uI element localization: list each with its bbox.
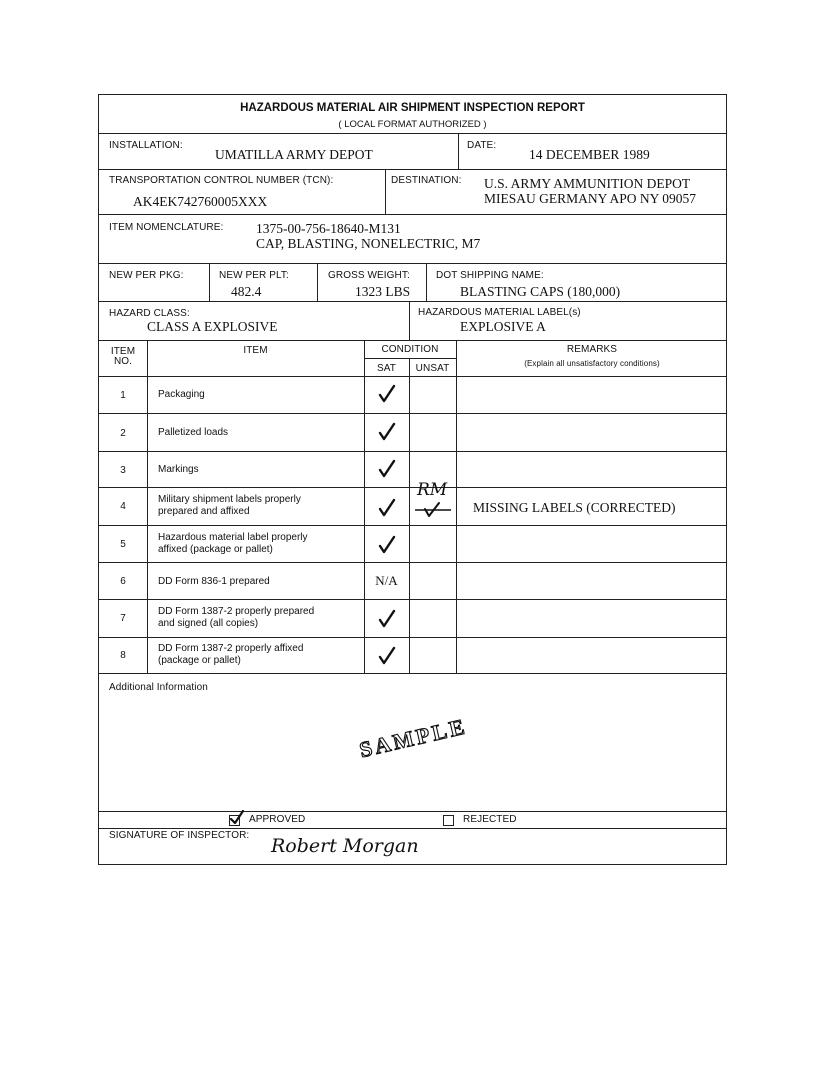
approved-checkbox[interactable] [229, 811, 309, 826]
row-item-text: Military shipment labels properly [158, 494, 301, 505]
row-item-text: Packaging [158, 389, 205, 400]
destination-label: DESTINATION: [391, 175, 462, 186]
date-label: DATE: [467, 140, 497, 151]
nomenclature-label: ITEM NOMENCLATURE: [109, 222, 224, 233]
row-item-text: DD Form 836-1 prepared [158, 576, 270, 587]
check-mark-icon [378, 422, 396, 442]
row-number: 5 [120, 539, 126, 550]
sample-stamp: SAMPLE [357, 713, 470, 763]
additional-info-label: Additional Information [109, 682, 208, 693]
report-title: HAZARDOUS MATERIAL AIR SHIPMENT INSPECTION REPORT [240, 102, 585, 114]
check-mark-icon [378, 498, 396, 518]
destination-line1: U.S. ARMY AMMUNITION DEPOT [484, 176, 691, 191]
check-mark-icon [378, 646, 396, 666]
report-subtitle: ( LOCAL FORMAT AUTHORIZED ) [338, 119, 487, 130]
row-number: 2 [120, 428, 126, 439]
gross-weight-label: GROSS WEIGHT: [328, 270, 410, 281]
rejected-checkbox[interactable] [443, 811, 533, 826]
unsat-initials: RM [417, 480, 448, 500]
date-value: 14 DECEMBER 1989 [529, 147, 650, 162]
row-sat-text: N/A [375, 573, 398, 588]
row-number: 1 [120, 390, 126, 401]
check-mark-icon [378, 535, 396, 555]
row-number: 6 [120, 576, 126, 587]
dot-shipping-name-value: BLASTING CAPS (180,000) [460, 284, 621, 299]
nomenclature-line2: CAP, BLASTING, NONELECTRIC, M7 [256, 236, 481, 251]
signature-label: SIGNATURE OF INSPECTOR: [109, 830, 250, 841]
row-item-text: Hazardous material label properly [158, 532, 308, 543]
strikethrough-check-icon [413, 499, 453, 519]
col-remarks-note: (Explain all unsatisfactory conditions) [524, 359, 660, 368]
row-remarks: MISSING LABELS (CORRECTED) [473, 500, 676, 515]
col-item-no-1: ITEM [110, 346, 136, 357]
approved-label: APPROVED [249, 814, 306, 825]
dot-shipping-name-label: DOT SHIPPING NAME: [436, 270, 544, 281]
row-number: 8 [120, 650, 126, 661]
hazard-class-label: HAZARD CLASS: [109, 308, 190, 319]
row-item-text: Markings [158, 464, 199, 475]
checkmark-icon [229, 810, 245, 826]
row-item-text-line2: affixed (package or pallet) [158, 544, 273, 555]
rejected-label: REJECTED [463, 814, 517, 825]
new-per-pkg-label: NEW PER PKG: [109, 270, 184, 281]
check-mark-icon [378, 384, 396, 404]
row-item-text-line2: (package or pallet) [158, 655, 241, 666]
row-item-text-line2: prepared and affixed [158, 506, 250, 517]
col-sat: SAT [376, 363, 396, 374]
new-per-plt-label: NEW PER PLT: [219, 270, 289, 281]
row-number: 4 [120, 501, 126, 512]
checkbox-box [443, 815, 454, 826]
hazard-class-value: CLASS A EXPLOSIVE [147, 319, 278, 334]
row-item-text: DD Form 1387-2 properly affixed [158, 643, 304, 654]
check-mark-icon [378, 459, 396, 479]
inspector-signature: Robert Morgan [271, 835, 419, 857]
installation-value: UMATILLA ARMY DEPOT [215, 147, 373, 162]
nomenclature-line1: 1375-00-756-18640-M131 [256, 221, 401, 236]
new-per-plt-value: 482.4 [231, 284, 262, 299]
row-item-text: Palletized loads [158, 427, 229, 438]
hazmat-label-label: HAZARDOUS MATERIAL LABEL(s) [418, 307, 581, 318]
gross-weight-value: 1323 LBS [355, 284, 411, 299]
col-item: ITEM [243, 345, 268, 356]
col-remarks: REMARKS [566, 344, 618, 355]
inspection-report-form [98, 94, 727, 865]
col-unsat: UNSAT [415, 363, 450, 374]
col-item-no-2: NO. [113, 356, 133, 367]
hazmat-label-value: EXPLOSIVE A [460, 319, 546, 334]
row-number: 3 [120, 465, 126, 476]
check-mark-icon [378, 609, 396, 629]
tcn-value: AK4EK742760005XXX [133, 194, 268, 209]
destination-line2: MIESAU GERMANY APO NY 09057 [484, 191, 697, 206]
row-item-text-line2: and signed (all copies) [158, 618, 259, 629]
installation-label: INSTALLATION: [109, 140, 183, 151]
col-condition: CONDITION [381, 344, 439, 355]
row-number: 7 [120, 613, 126, 624]
tcn-label: TRANSPORTATION CONTROL NUMBER (TCN): [109, 175, 334, 186]
row-item-text: DD Form 1387-2 properly prepared [158, 606, 315, 617]
